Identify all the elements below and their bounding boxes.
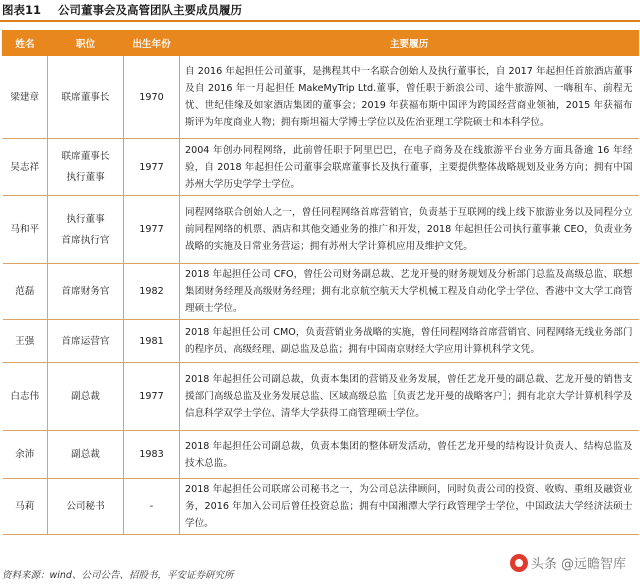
cell-birth-year: -: [124, 479, 180, 535]
figure-number: 图表11: [2, 3, 42, 17]
cell-bio: 同程网络联合创始人之一，曾任同程网络首席营销官，负责基于互联网的线上线下旅游业务以及同程分立前同程网络的机票、酒店和其他交通业务的推广和开发，2018 年起担任公司执行董事兼 CEO，负责业务战略的实施及日常业务营运；拥有苏州大学计算机应用及维护文凭。: [180, 196, 639, 264]
cell-name: 马和平: [3, 196, 48, 264]
toutiao-logo-icon: [510, 554, 528, 572]
cell-name: 余沛: [3, 431, 48, 479]
table-row: [3, 431, 639, 479]
header-birth-year: 出生年份: [124, 31, 180, 56]
cell-name: 王强: [3, 320, 48, 363]
cell-birth-year: 1977: [124, 196, 180, 264]
header-bio: 主要履历: [180, 31, 639, 56]
cell-bio: 2004 年创办同程网络，此前曾任职于阿里巴巴，在电子商务及在线旅游平台业务方面具备逾 16 年经验，自 2018 年起担任公司董事会联席董事长及执行董事，主要提供整体战略规划及业务方向；拥有中国苏州大学历史学学士学位。: [180, 139, 639, 196]
cell-position: [48, 479, 124, 535]
position-line: 联席董事长: [61, 91, 110, 103]
cell-birth-year: 1977: [124, 363, 180, 431]
cell-position: [48, 56, 124, 139]
table-row: [3, 320, 639, 363]
cell-position: [48, 196, 124, 264]
position-line: 首席执行官: [61, 234, 110, 246]
cell-position: [48, 264, 124, 320]
cell-position: [48, 139, 124, 196]
watermark: [510, 553, 626, 572]
cell-position: [48, 320, 124, 363]
table-header-row: [3, 31, 639, 56]
cell-position: [48, 431, 124, 479]
header-position: 职位: [48, 31, 124, 56]
cell-name: 马莉: [3, 479, 48, 535]
position-line: 联席董事长: [61, 151, 110, 162]
table-row: [3, 264, 639, 320]
cell-birth-year: 1983: [124, 431, 180, 479]
cell-name: 范磊: [3, 264, 48, 320]
position-line: 执行董事: [66, 172, 105, 183]
position-line: 执行董事: [66, 213, 105, 225]
cell-birth-year: 1970: [124, 56, 180, 139]
cell-birth-year: 1981: [124, 320, 180, 363]
cell-name: 梁建章: [3, 56, 48, 139]
table-row: [3, 196, 639, 264]
cell-bio: 2018 年起担任公司副总裁，负责本集团的营销及业务发展，曾任艺龙开曼的副总裁、艺龙开曼的销售支援部门高级总监及业务发展总监、区域高级总监［负责艺龙开曼的战略客户］；拥有北京大学计算机科学及信息科学双学士学位、清华大学获得工商管理硕士学位。: [180, 363, 639, 431]
header-name: 姓名: [3, 31, 48, 56]
table-row: [3, 139, 639, 196]
figure-title: [0, 0, 640, 22]
watermark-text: 头条 @远瞻智库: [530, 557, 626, 572]
cell-bio: 2018 年起担任公司 CMO，负责营销业务战略的实施，曾任同程网络首席营销官、同程网络无线业务部门的程序员、高级经理、副总监及总监；拥有中国南京财经大学应用计算机科学文凭。: [180, 320, 639, 363]
cell-bio: 自 2016 年起担任公司董事，是携程其中一名联合创始人及执行董事长，自 2017 年起担任首旅酒店董事及自 2016 年一月起担任 MakeMyTrip Ltd.董事，曾任职于新浪公司、途牛旅游网、一嗨租车、前程无忧、世纪佳缘及如家酒店集团的董事会；2019 年获福布斯中国评为跨国经营商业领袖，2015 年获福布斯评为年度商业人物；拥有斯坦福大学博士学位以及佐治亚理工学院硕士和本科学位。: [180, 56, 639, 139]
table-row: [3, 363, 639, 431]
position-line: 副总裁: [71, 391, 100, 402]
cell-bio: 2018 年起担任公司 CFO，曾任公司财务副总裁、艺龙开曼的财务规划及分析部门总监及高级总监、联想集团财务经理及高级财务经理；拥有北京航空航天大学机械工程及自动化学士学位、香港中文大学工商管理硕士学位。: [180, 264, 639, 320]
table-row: [3, 479, 639, 535]
position-line: 首席运营官: [61, 335, 110, 347]
cell-birth-year: 1977: [124, 139, 180, 196]
source-note: 资料来源：wind、公司公告、招股书，平安证券研究所: [2, 570, 234, 581]
position-line: 公司秘书: [66, 501, 105, 512]
executives-table: [2, 30, 639, 535]
figure-title-text: 公司董事会及高管团队主要成员履历: [58, 3, 242, 17]
cell-name: 吴志祥: [3, 139, 48, 196]
cell-bio: 2018 年起担任公司联席公司秘书之一，为公司总法律顾问，同时负责公司的投资、收购、重组及融资业务，2016 年加入公司后曾任投资总监；拥有中国湘潭大学行政管理学士学位，中国政法大学经济法硕士学位。: [180, 479, 639, 535]
position-line: 副总裁: [71, 449, 100, 460]
cell-name: 白志伟: [3, 363, 48, 431]
cell-bio: 2018 年起担任公司副总裁，负责本集团的整体研发活动，曾任艺龙开曼的结构设计负责人、结构总监及技术总监。: [180, 431, 639, 479]
position-line: 首席财务官: [61, 286, 110, 297]
cell-position: [48, 363, 124, 431]
table-row: [3, 56, 639, 139]
cell-birth-year: 1982: [124, 264, 180, 320]
